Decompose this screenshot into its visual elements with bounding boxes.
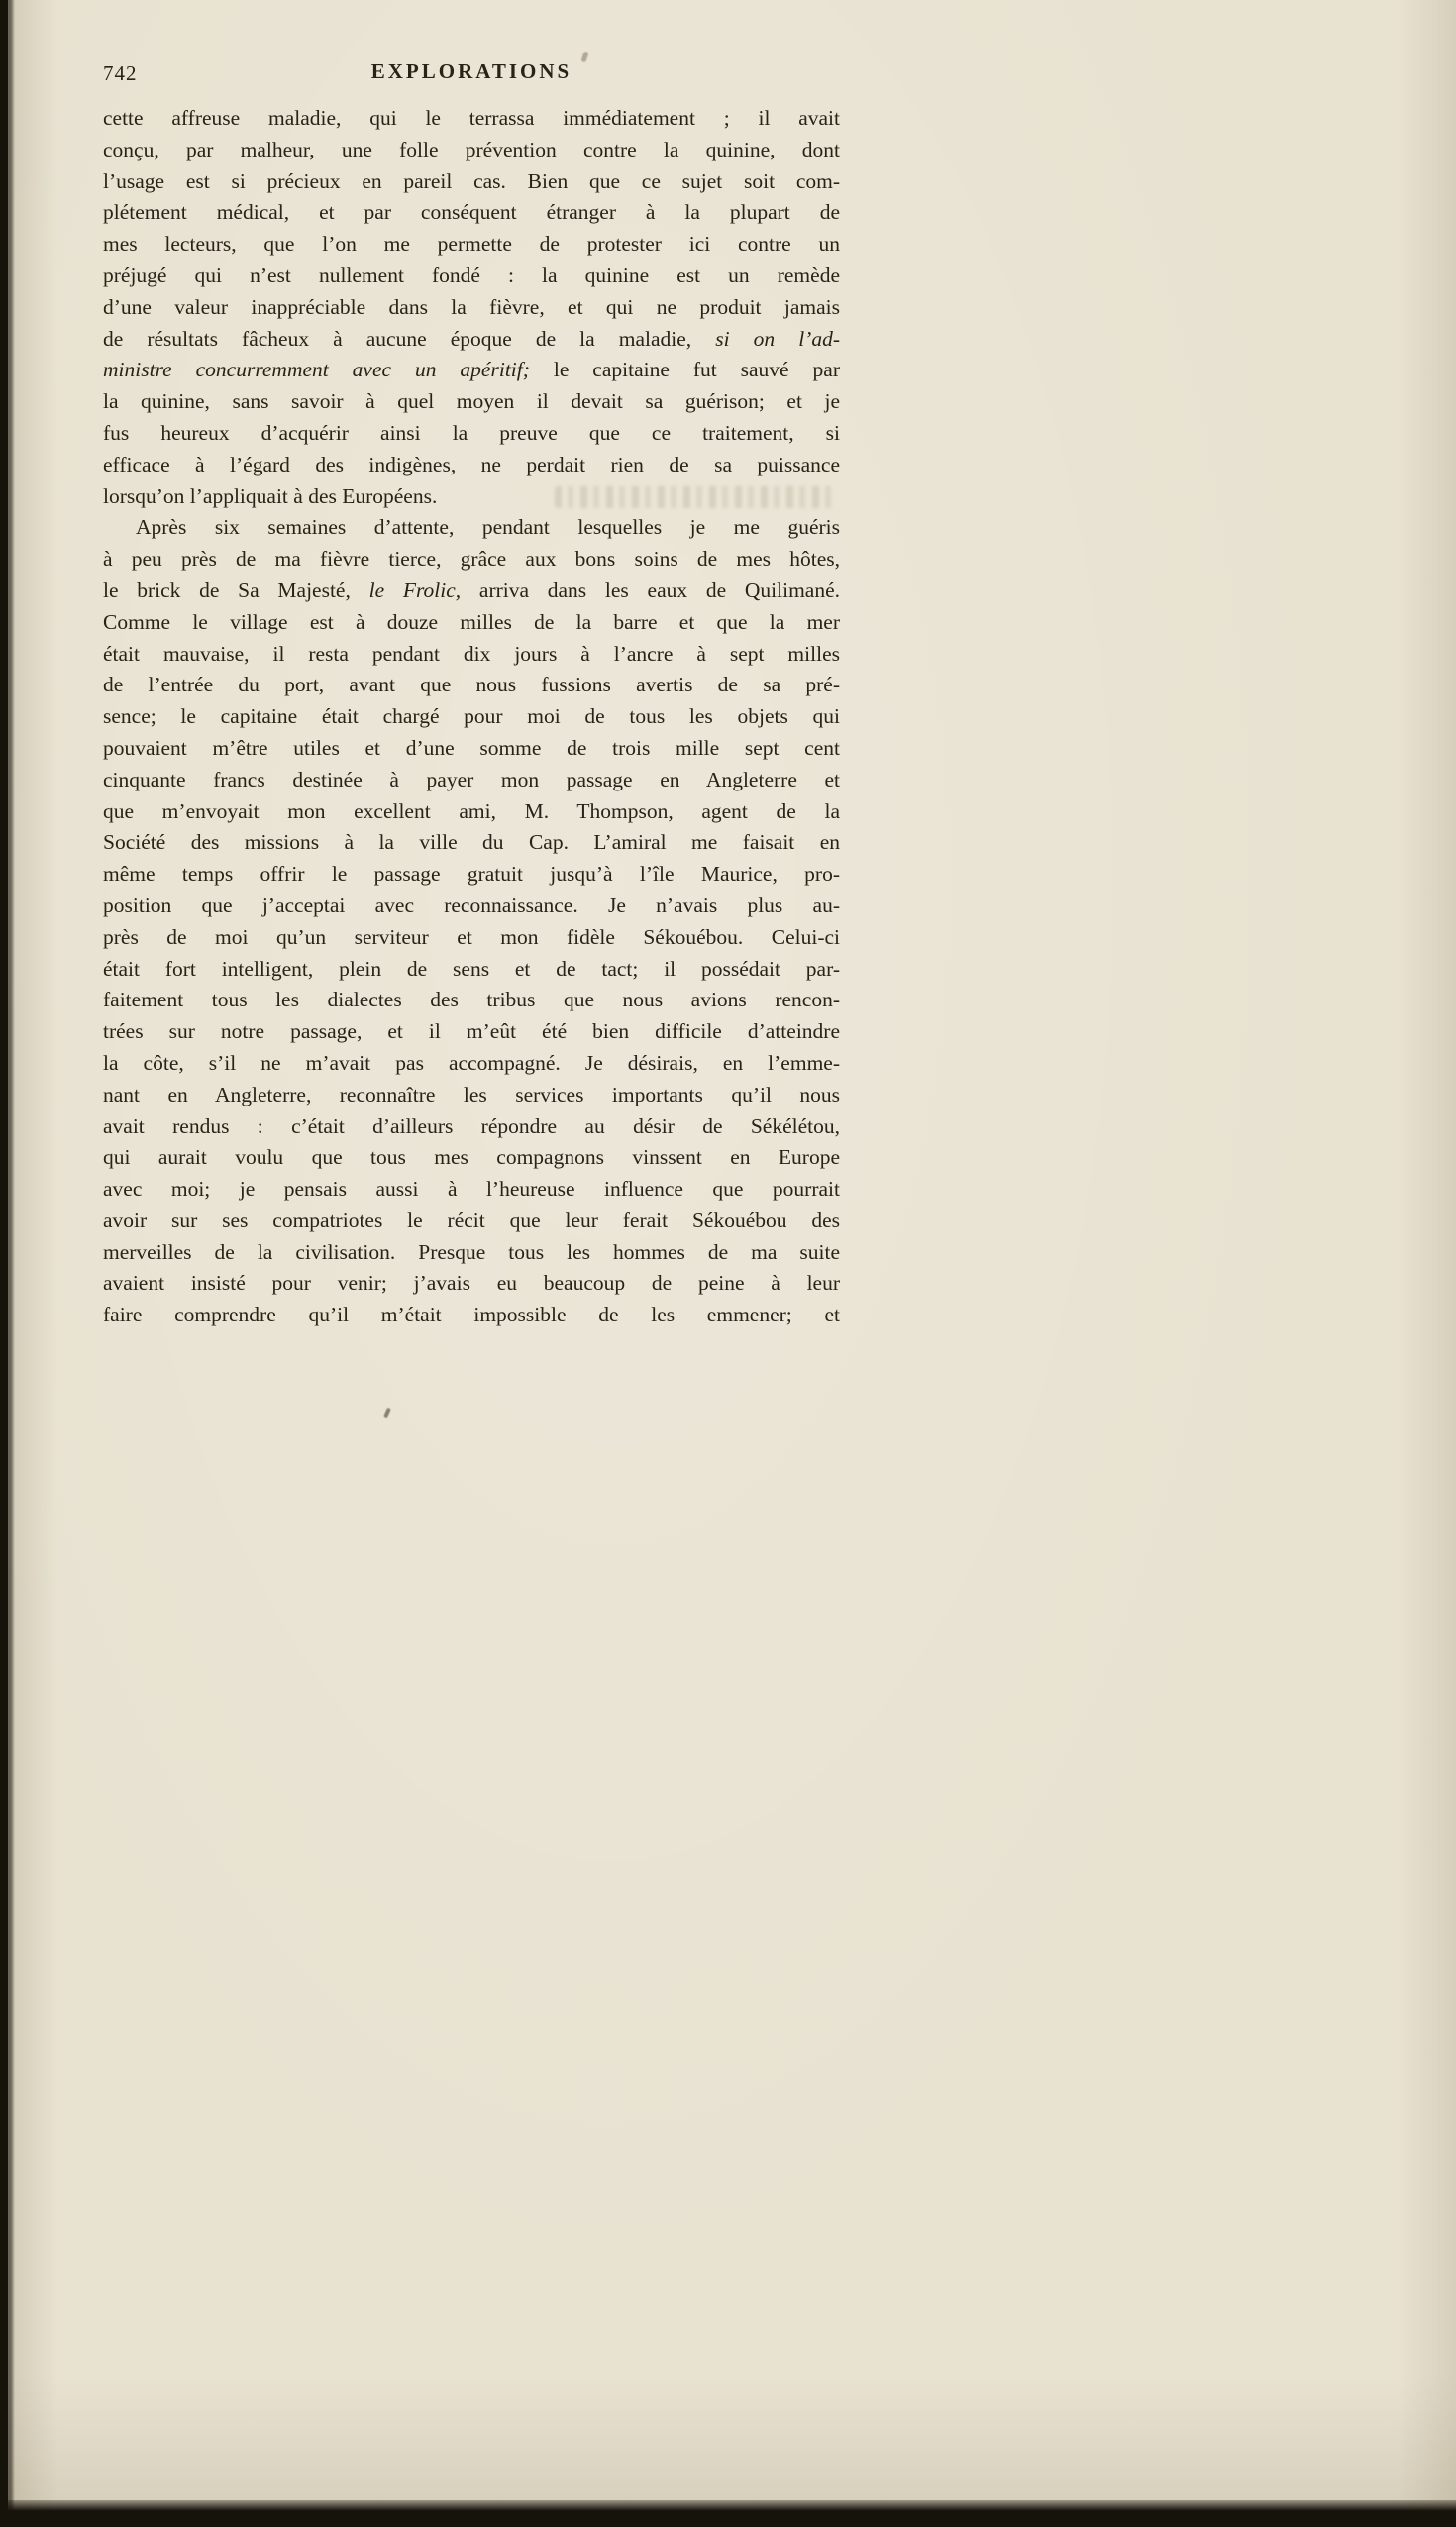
text-segment: merveilles de la civilisation. Presque tous les hommes de ma suite [103,1239,840,1264]
italic-text-segment: ministre concurremment avec un apéritif; [103,358,530,382]
text-line [103,1174,840,1206]
text-line [103,985,840,1016]
text-line [103,1048,840,1080]
text-line [103,1016,840,1048]
text-line [103,954,840,986]
scan-edge-left [0,0,15,2527]
text-line [103,324,840,356]
text-line [103,639,840,671]
text-segment: le brick de Sa Majesté, [103,578,369,602]
text-line [103,197,840,229]
scan-edge-bottom [0,2500,1456,2527]
text-line [103,229,840,261]
text-segment: avait rendus : c’était d’ailleurs répondre au désir de Sékélétou, [103,1113,840,1138]
text-segment: Société des missions à la ville du Cap. L’amiral me faisait en [103,830,840,855]
text-segment: que m’envoyait mon excellent ami, M. Thompson, agent de la [103,798,840,823]
text-segment: faitement tous les dialectes des tribus que nous avions rencon- [103,988,840,1012]
text-line [103,670,840,701]
scan-artifact-ghost-text [555,486,835,508]
text-line [103,1142,840,1174]
text-line [103,701,840,733]
text-segment: de résultats fâcheux à aucune époque de la maladie, [103,326,716,351]
text-segment: conçu, par malheur, une folle prévention contre la quinine, dont [103,137,840,161]
text-segment: mes lecteurs, que l’on me permette de protester ici contre un [103,232,840,257]
text-segment: l’usage est si précieux en pareil cas. Bien que ce sujet soit com- [103,168,840,193]
text-segment: même temps offrir le passage gratuit jusqu’à l’île Maurice, pro- [103,862,840,887]
text-segment: près de moi qu’un serviteur et mon fidèle Sékouébou. Celui-ci [103,924,840,949]
text-line [103,355,840,386]
text-line [103,1300,840,1331]
text-line [103,827,840,859]
text-segment: efficace à l’égard des indigènes, ne perdait rien de sa puissance [103,452,840,476]
text-segment: lorsqu’on l’appliquait à des Européens. [103,483,438,508]
text-line [103,607,840,639]
text-segment: qui aurait voulu que tous mes compagnons vinssent en Europe [103,1145,840,1170]
italic-text-segment: si on l’ad- [715,326,840,351]
text-segment: pouvaient m’être utiles et d’une somme de trois mille sept cent [103,735,840,760]
text-line [103,733,840,765]
text-line [103,1206,840,1237]
text-segment: arriva dans les eaux de Quilimané. [461,578,841,602]
text-line [103,450,840,481]
text-line [103,418,840,450]
text-segment: le capitaine fut sauvé par [529,358,840,382]
text-segment: avaient insisté pour venir; j’avais eu beaucoup de peine à leur [103,1271,840,1296]
text-line [103,261,840,292]
text-line [103,166,840,198]
text-line [103,765,840,796]
text-segment: avec moi; je pensais aussi à l’heureuse influence que pourrait [103,1177,840,1202]
text-line [103,292,840,324]
text-line [103,103,840,135]
text-line [103,859,840,891]
text-segment: faire comprendre qu’il m’était impossible de les emmener; et [103,1303,840,1327]
text-segment: à peu près de ma fièvre tierce, grâce aux bons soins de mes hôtes, [103,547,840,572]
text-line [103,1268,840,1300]
text-segment: cinquante francs destinée à payer mon passage en Angleterre et [103,767,840,791]
text-segment: avoir sur ses compatriotes le récit que leur ferait Sékouébou des [103,1208,840,1232]
text-segment: préjugé qui n’est nullement fondé : la quinine est un remède [103,263,840,287]
text-segment: d’une valeur inappréciable dans la fièvre, et qui ne produit jamais [103,294,840,319]
text-segment: position que j’acceptai avec reconnaissance. Je n’avais plus au- [103,893,840,917]
text-segment: était fort intelligent, plein de sens et de tact; il possédait par- [103,956,840,981]
text-segment: Après six semaines d’attente, pendant lesquelles je me guéris [136,515,840,540]
text-segment: de l’entrée du port, avant que nous fussions avertis de sa pré- [103,673,840,697]
text-segment: sence; le capitaine était chargé pour moi de tous les objets qui [103,704,840,729]
page-number: 742 [103,61,138,85]
text-line [103,796,840,828]
text-line [103,891,840,922]
text-line [103,1080,840,1111]
text-segment: la quinine, sans savoir à quel moyen il devait sa guérison; et je [103,389,840,414]
text-line [103,576,840,607]
text-line [103,922,840,954]
text-segment: nant en Angleterre, reconnaître les services importants qu’il nous [103,1082,840,1106]
italic-text-segment: le Frolic, [368,578,462,602]
text-segment: trées sur notre passage, et il m’eût été bien difficile d’atteindre [103,1019,840,1044]
running-title: EXPLORATIONS [370,59,572,83]
text-block [103,103,840,1331]
text-line [103,544,840,576]
text-line [103,512,840,544]
text-segment: cette affreuse maladie, qui le terrassa immédiatement ; il avait [103,106,840,130]
text-line [103,386,840,418]
text-segment: la côte, s’il ne m’avait pas accompagné. Je désirais, en l’emme- [103,1050,840,1075]
text-segment: était mauvaise, il resta pendant dix jours à l’ancre à sept milles [103,641,840,666]
text-segment: Comme le village est à douze milles de la barre et que la mer [103,609,840,634]
text-line [103,1237,840,1269]
text-segment: plétement médical, et par conséquent étranger à la plupart de [103,200,840,225]
text-segment: fus heureux d’acquérir ainsi la preuve que ce traitement, si [103,420,840,445]
text-line [103,1111,840,1143]
text-line [103,135,840,166]
